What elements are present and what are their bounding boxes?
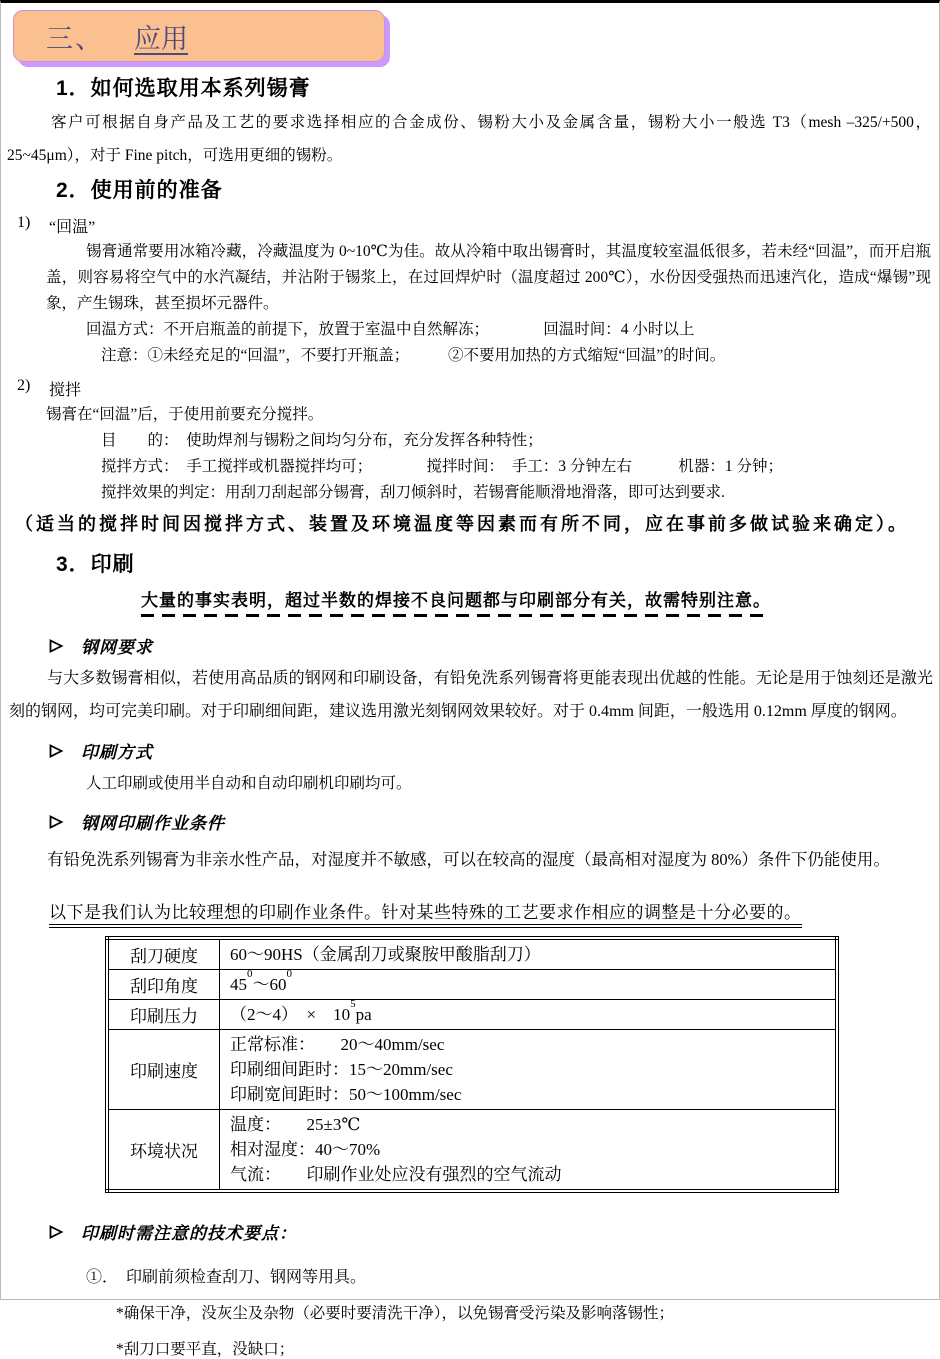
arrowhead-bullet-icon: [49, 744, 63, 758]
table-row: [107, 1110, 837, 1192]
speed-fine-pitch: 印刷细间距时：15～20mm/sec: [230, 1060, 453, 1079]
tip-straight-edge: *刮刀口要平直，没缺口；: [116, 1341, 295, 1358]
heading-preparation: 2．使用前的准备: [56, 179, 223, 202]
row-value-squeegee-angle: [220, 970, 838, 1000]
line-stir-method: 搅拌方式： 手工搅拌或机器搅拌均可； 搅拌时间： 手工：3 分钟左右 机器：1 分钟；: [101, 458, 784, 475]
pressure-superscript: 5: [350, 998, 356, 1011]
section-banner: [13, 10, 385, 62]
ideal-conditions-note: 以下是我们认为比较理想的印刷作业条件。针对某些特殊的工艺要求作相应的调整是十分必要的。: [49, 898, 802, 928]
subheading-label: 钢网印刷作业条件: [81, 814, 225, 833]
key-note-row: [141, 586, 939, 617]
arrowhead-bullet-icon: [49, 815, 63, 829]
row-label-environment: 环境状况: [107, 1110, 220, 1192]
section-number: 三、: [46, 23, 104, 54]
list-number: 1): [17, 214, 31, 231]
row-value-printing-pressure: [220, 1000, 838, 1030]
line-rewarm-note: 注意：①未经充足的“回温”，不要打开瓶盖； ②不要用加热的方式缩短“回温”的时间。: [101, 347, 726, 364]
line-stir-intro: 锡膏在“回温”后，于使用前要充分搅拌。: [46, 406, 324, 423]
list-number: 2): [17, 377, 31, 394]
list-item-stir: [17, 377, 939, 400]
speed-wide-pitch: 印刷宽间距时：50～100mm/sec: [230, 1085, 462, 1104]
pressure-unit: pa: [355, 1005, 372, 1024]
arrowhead-bullet-icon: [49, 639, 63, 653]
line-stir-bold-note: （适当的搅拌时间因搅拌方式、装置及环境温度等因素而有所不同，应在事前多做试验来确定）。: [15, 514, 909, 534]
paragraph-working-conditions: 有铅免洗系列锡膏为非亲水性产品，对湿度并不敏感，可以在较高的湿度（最高相对湿度为 80%）条件下仍能使用。: [47, 850, 890, 869]
section-title: 应用: [134, 23, 188, 54]
subheading-stencil-requirement: [49, 633, 939, 658]
row-value-squeegee-hardness: 60～90HS（金属刮刀或聚胺甲酸脂刮刀）: [220, 938, 838, 970]
paragraph-printing-method: 人工印刷或使用半自动和自动印刷机印刷均可。: [86, 775, 412, 792]
paragraph-stencil-requirement: 与大多数锡膏相似，若使用高品质的钢网和印刷设备，有铅免洗系列锡膏将更能表现出优越的性能。无论是用于蚀刻还是激光刻的钢网，均可完美印刷。对于印刷细间距，建议选用激光刻钢网效果较好。对于 0.4mm 间距，一般选用 0.12mm 厚度的钢网。: [9, 670, 933, 720]
step-check-tools: ①． 印刷前须检查刮刀、钢网等用具。: [86, 1269, 367, 1286]
row-label-printing-pressure: 印刷压力: [107, 1000, 220, 1030]
row-value-environment: [220, 1110, 838, 1192]
subheading-label: 印刷时需注意的技术要点：: [81, 1224, 297, 1243]
angle-base: ～60: [252, 975, 287, 994]
speed-normal: 正常标准： 20～40mm/sec: [230, 1035, 445, 1054]
table-row: [107, 1000, 837, 1030]
subheading-printing-method: [49, 738, 939, 763]
printing-key-note: 大量的事实表明，超过半数的焊接不良问题都与印刷部分有关，故需特别注意。: [141, 586, 771, 617]
tip-keep-clean: *确保干净，没灰尘及杂物（必要时要清洗干净），以免锡膏受污染及影响落锡性；: [116, 1305, 675, 1322]
ideal-conditions-row: [49, 898, 939, 928]
paragraph-choose-paste: 客户可根据自身产品及工艺的要求选择相应的合金成份、锡粉大小及金属含量，锡粉大小一般选 T3（mesh –325/+500，25~45μm），对于 Fine pitch，可选用更细的锡粉。: [7, 114, 931, 164]
subheading-technical-points: [49, 1219, 939, 1244]
row-label-squeegee-angle: 刮印角度: [107, 970, 220, 1000]
angle-base: 45: [230, 975, 247, 994]
env-airflow: 气流： 印刷作业处应没有强烈的空气流动: [230, 1165, 562, 1184]
pressure-base: （2～4） × 10: [230, 1005, 351, 1024]
printing-conditions-table: [105, 936, 839, 1193]
paragraph-rewarm: 锡膏通常要用冰箱冷藏，冷藏温度为 0~10℃为佳。故从冷箱中取出锡膏时，其温度较室温低很多，若未经“回温”，而开启瓶盖，则容易将空气中的水汽凝结，并沾附于锡浆上，在过回焊炉时（温度超过 200℃），水份因受强热而迅速汽化，造成“爆锡”现象，产生锡珠，甚至损坏元器件。: [46, 243, 931, 312]
row-value-printing-speed: [220, 1030, 838, 1110]
angle-superscript: 0: [286, 968, 292, 981]
subheading-label: 印刷方式: [81, 743, 153, 762]
env-temperature: 温度： 25±3℃: [230, 1115, 361, 1134]
table-row: [107, 970, 837, 1000]
angle-superscript: 0: [247, 968, 253, 981]
arrowhead-bullet-icon: [49, 1225, 63, 1239]
env-humidity: 相对湿度：40～70%: [230, 1140, 381, 1159]
subheading-working-conditions: [49, 809, 939, 834]
line-rewarm-method: 回温方式：不开启瓶盖的前提下，放置于室温中自然解冻； 回温时间：4 小时以上: [86, 321, 695, 338]
list-item-title: “回温”: [49, 219, 96, 236]
line-stir-purpose: 目 的： 使助焊剂与锡粉之间均匀分布，充分发挥各种特性；: [101, 432, 543, 449]
heading-choose-paste: 1．如何选取用本系列锡膏: [56, 77, 311, 100]
table-row: [107, 1030, 837, 1110]
row-label-printing-speed: 印刷速度: [107, 1030, 220, 1110]
list-item-title: 搅拌: [49, 382, 82, 399]
subheading-label: 钢网要求: [81, 638, 153, 657]
table-row: [107, 938, 837, 970]
row-label-squeegee-hardness: 刮刀硬度: [107, 938, 220, 970]
list-item-rewarm: [17, 214, 939, 237]
line-stir-judge: 搅拌效果的判定：用刮刀刮起部分锡膏，刮刀倾斜时，若锡膏能顺滑地滑落，即可达到要求.: [101, 484, 725, 501]
heading-printing: 3．印刷: [56, 553, 135, 576]
